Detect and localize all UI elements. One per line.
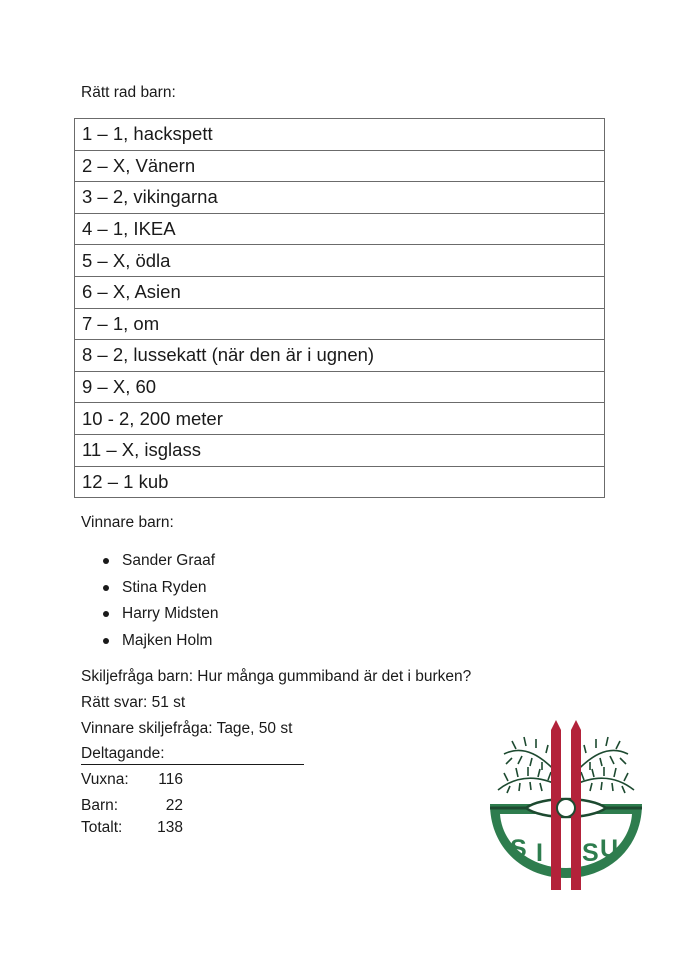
participants-adults [81,771,183,789]
sisu-logo [486,716,646,894]
list-item: Sander Graaf [100,548,218,575]
answer-cell: 11 – X, isglass [75,434,605,466]
answer-cell: 5 – X, ödla [75,245,605,277]
children-value: 22 [165,797,183,814]
participants-heading [81,745,304,765]
logo-letter-u: U [600,835,619,863]
table-row [75,434,605,466]
logo-letter-i: I [536,839,543,867]
answer-cell: 12 – 1 kub [75,466,605,498]
table-row [75,466,605,498]
winners-list [100,548,218,654]
winners-heading: Vinnare barn: [81,514,174,531]
answer-cell: 9 – X, 60 [75,371,605,403]
table-row [75,371,605,403]
table-row [75,119,605,151]
logo-ring [557,799,575,817]
table-row [75,308,605,340]
total-label: Totalt: [81,819,123,836]
answer-cell: 6 – X, Asien [75,276,605,308]
table-row [75,403,605,435]
answer-cell: 8 – 2, lussekatt (när den är i ugnen) [75,340,605,372]
logo-letter-s2: S [582,839,599,867]
total-value: 138 [157,819,183,836]
list-item: Harry Midsten [100,601,218,628]
answer-cell: 2 – X, Vänern [75,150,605,182]
answers-table [74,118,605,498]
children-label: Barn: [81,797,119,814]
page-title: Rätt rad barn: [81,84,176,101]
table-row [75,150,605,182]
table-row [75,213,605,245]
answer-cell: 7 – 1, om [75,308,605,340]
correct-answer: Rätt svar: 51 st [81,694,186,711]
table-row [75,276,605,308]
adults-value: 116 [158,771,183,788]
table-row [75,182,605,214]
list-item: Stina Ryden [100,575,218,602]
table-row [75,245,605,277]
list-item: Majken Holm [100,628,218,655]
answer-cell: 10 - 2, 200 meter [75,403,605,435]
answer-cell: 3 – 2, vikingarna [75,182,605,214]
answer-cell: 1 – 1, hackspett [75,119,605,151]
tiebreak-question: Skiljefråga barn: Hur många gummiband är det i burken? [81,668,472,685]
table-row [75,340,605,372]
adults-label: Vuxna: [81,771,129,788]
participants-total [81,819,183,837]
participants-heading-text: Deltagande: [81,745,165,762]
participants-children [81,797,183,815]
tiebreak-winner: Vinnare skiljefråga: Tage, 50 st [81,720,293,737]
logo-branches [498,737,634,793]
logo-letter-s1: S [510,835,527,863]
answer-cell: 4 – 1, IKEA [75,213,605,245]
